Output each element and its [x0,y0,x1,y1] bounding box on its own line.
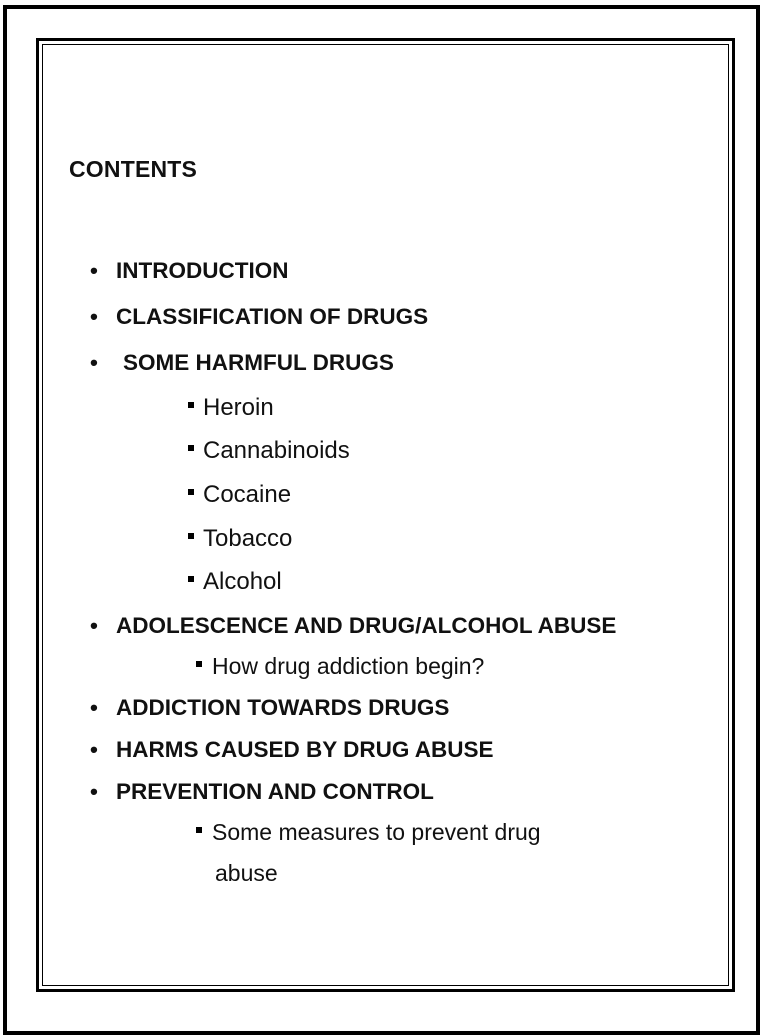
toc-item-adolescence [90,613,616,639]
contents-heading: CONTENTS [69,156,198,182]
square-bullet-icon [188,402,194,408]
toc-item-classification [90,304,428,330]
toc-item-label: HARMS CAUSED BY DRUG ABUSE [116,737,494,762]
toc-item-label: SOME HARMFUL DRUGS [123,350,394,375]
toc-subitem-cannabinoids [188,437,350,465]
square-bullet-icon [196,827,202,833]
toc-item-harmful-drugs [90,350,394,376]
toc-subitem-addiction-begin [196,653,484,680]
toc-subitem-prevent-measures [196,819,541,846]
toc-item-prevention [90,779,434,805]
toc-item-introduction [90,258,289,284]
toc-subitem-label-continued: abuse [215,860,278,886]
toc-subitem-tobacco [188,525,292,553]
square-bullet-icon [196,661,202,667]
toc-subitem-heroin [188,394,274,422]
toc-item-label: INTRODUCTION [116,258,289,283]
toc-item-harms [90,737,494,763]
bullet-icon: • [90,258,98,283]
bullet-icon: • [90,304,98,329]
toc-subitem-cocaine [188,481,291,509]
toc-subitem-label: Cannabinoids [203,437,350,464]
square-bullet-icon [188,576,194,582]
square-bullet-icon [188,445,194,451]
toc-subitem-alcohol [188,568,282,596]
bullet-icon: • [90,613,98,638]
toc-item-label: PREVENTION AND CONTROL [116,779,434,804]
toc-item-label: CLASSIFICATION OF DRUGS [116,304,429,329]
toc-item-label: ADOLESCENCE AND DRUG/ALCOHOL ABUSE [116,613,617,638]
toc-subitem-label: Tobacco [203,525,293,552]
bullet-icon: • [90,695,98,720]
bullet-icon: • [90,350,98,375]
square-bullet-icon [188,533,194,539]
toc-subitem-label: How drug addiction begin? [212,653,485,679]
bullet-icon: • [90,737,98,762]
square-bullet-icon [188,489,194,495]
toc-subitem-label: Some measures to prevent drug [212,819,541,845]
toc-subitem-label: Alcohol [203,568,282,595]
toc-item-label: ADDICTION TOWARDS DRUGS [116,695,450,720]
toc-item-addiction [90,695,449,721]
toc-subitem-label: Heroin [203,394,274,421]
bullet-icon: • [90,779,98,804]
toc-subitem-label: Cocaine [203,481,292,508]
